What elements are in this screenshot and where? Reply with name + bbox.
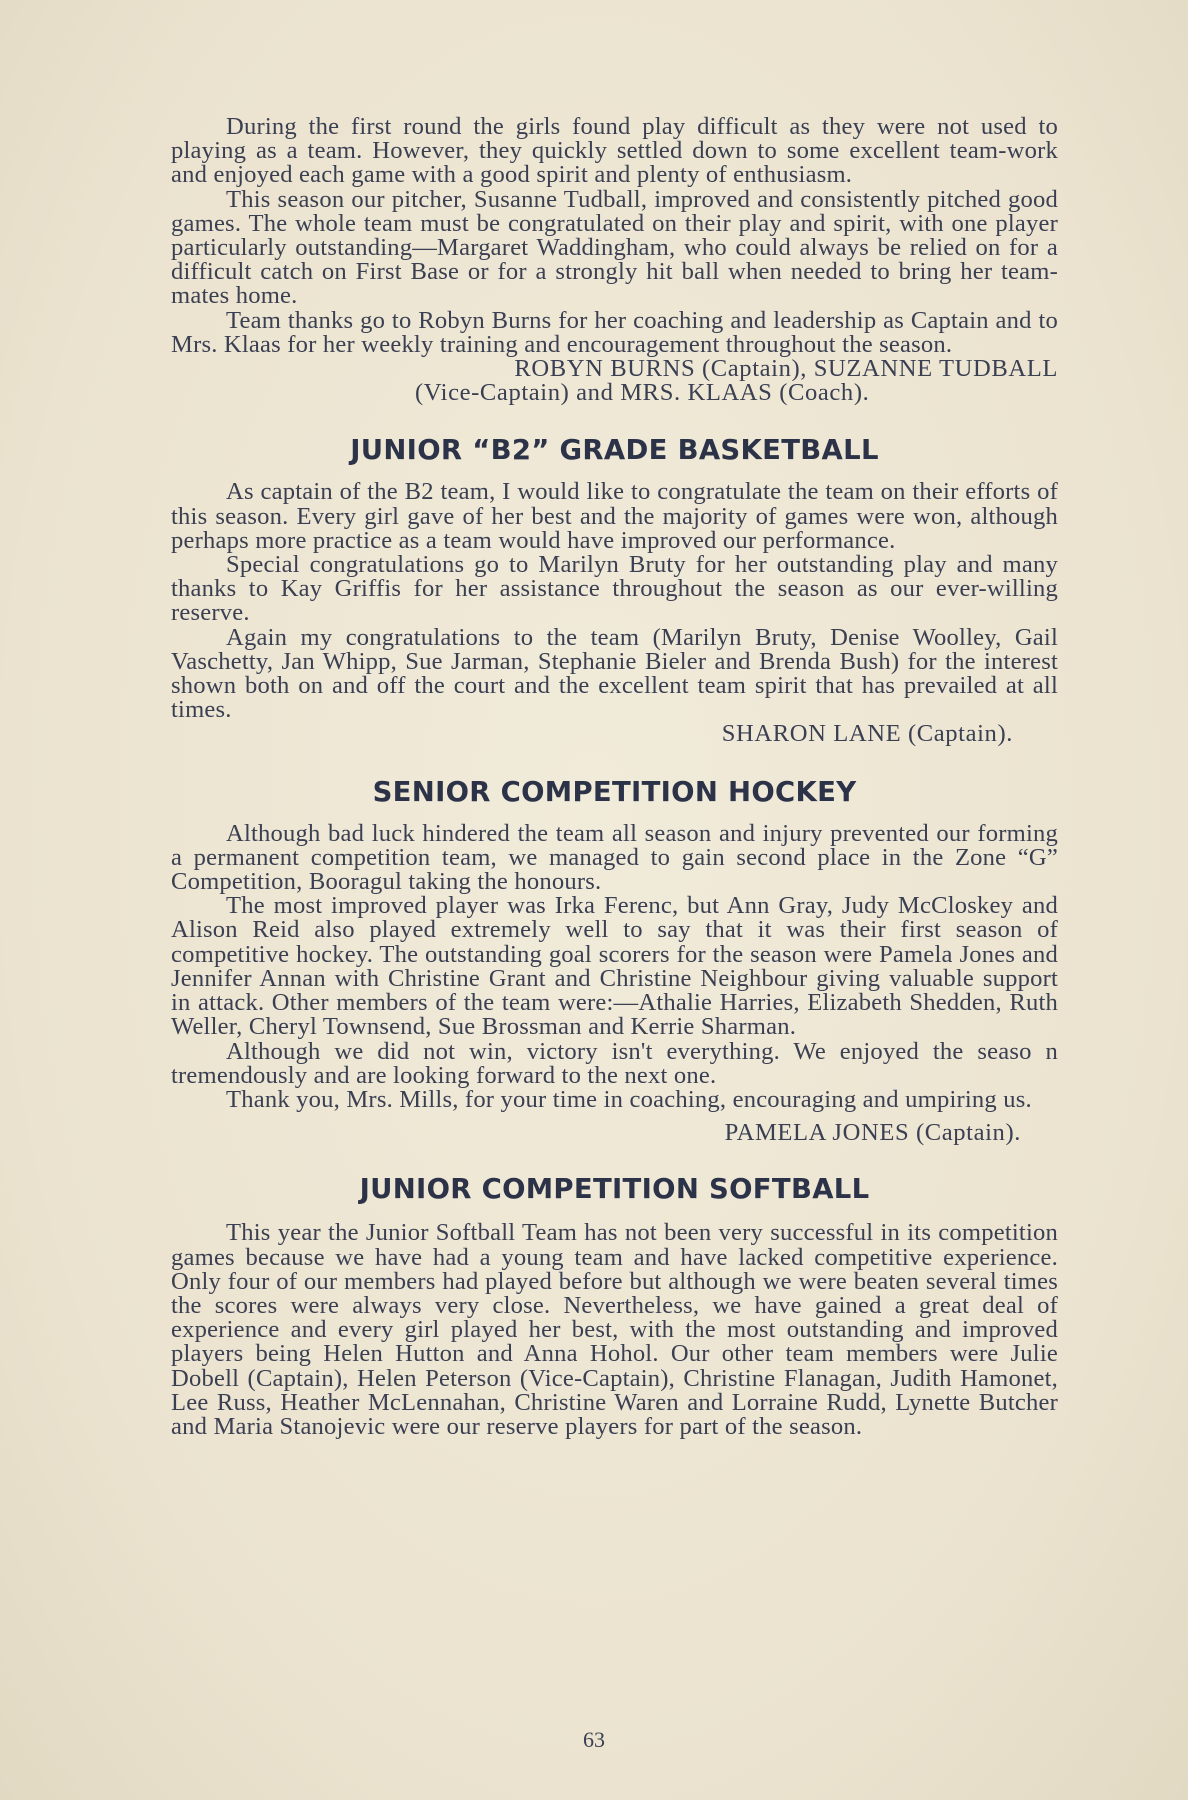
basketball-signature: SHARON LANE (Captain). — [721, 720, 1013, 748]
intro-signature — [386, 357, 1058, 405]
intro-paragraph-3: Team thanks go to Robyn Burns for her coaching and leadership as Captain and to Mrs. Klaas for her weekly training and encouragement throughout the season. — [171, 306, 1058, 358]
intro-signature-line-1: ROBYN BURNS (Captain), SUZANNE TUDBALL — [514, 355, 1058, 383]
hockey-paragraph-1: Although bad luck hindered the team all season and injury prevented our forming a permanent competition team, we managed to gain second place in the Zone “G” Competition, Booragul taking the honours. — [171, 819, 1058, 896]
hockey-paragraph-2: The most improved player was Irka Ferenc, but Ann Gray, Judy McCloskey and Alison Reid also played extremely well to say that it was their first season of competitive hockey. The outstanding goal scorers for the season were Pamela Jones and Jennifer Annan with Christine Grant and Christine Neighbour giving valuable support in attack. Other members of the team were:—Athalie Harries, Elizabeth Shedden, Ruth Weller, Cheryl Townsend, Sue Brossman and Kerrie Sharman. — [171, 892, 1058, 1041]
hockey-paragraph-3: Although we did not win, victory isn't everything. We enjoyed the seaso n tremendously and are looking forward to the next one. — [171, 1037, 1058, 1089]
basketball-section — [171, 434, 1058, 746]
hockey-section — [171, 776, 1058, 1146]
intro-section — [171, 115, 1058, 405]
intro-paragraph-2: This season our pitcher, Susanne Tudball, improved and consistently pitched good games. The whole team must be congratulated on their play and spirit, with one player particularly outstanding—Margaret Waddingham, who could always be relied on for a difficult catch on First Base or for a strongly hit ball when needed to bring her team-mates home. — [171, 185, 1058, 310]
hockey-paragraph-4: Thank you, Mrs. Mills, for your time in coaching, encouraging and umpiring us. — [226, 1085, 1032, 1113]
softball-heading: JUNIOR COMPETITION SOFTBALL — [359, 1173, 870, 1206]
text-column — [171, 115, 1058, 1439]
intro-paragraph-1: During the first round the girls found play difficult as they were not used to playing as a team. However, they quickly settled down to some excellent team-work and enjoyed each game with a good spirit and plenty of enthusiasm. — [171, 113, 1058, 189]
intro-signature-line-2: (Vice-Captain) and MRS. KLAAS (Coach). — [415, 379, 870, 407]
basketball-paragraph-2: Special congratulations go to Marilyn Bruty for her outstanding play and many thanks to Kay Griffis for her assistance throughout the season as our ever-willing reserve. — [171, 551, 1058, 627]
page-number: 63 — [583, 1727, 605, 1752]
basketball-paragraph-1: As captain of the B2 team, I would like to congratulate the team on their efforts of this season. Every girl gave of her best and the majority of games were won, although perhaps more practice as a team would have improved our performance. — [171, 478, 1058, 554]
softball-section — [171, 1173, 1058, 1439]
hockey-signature: PAMELA JONES (Captain). — [724, 1119, 1021, 1147]
hockey-heading: SENIOR COMPETITION HOCKEY — [372, 775, 857, 808]
softball-paragraph-1: This year the Junior Softball Team has not been very successful in its competition games because we have had a young team and have lacked competitive experience. Only four of our members had played before but although we were beaten several times the scores were always very close. Nevertheless, we have gained a great deal of experience and every girl played her best, with the most outstanding and improved players being Helen Hutton and Anna Hohol. Our other team members were Julie Dobell (Captain), Helen Peterson (Vice-Captain), Christine Flanagan, Judith Hamonet, Lee Russ, Heather McLennahan, Christine Waren and Lorraine Rudd, Lynette Butcher and Maria Stanojevic were our reserve players for part of the season. — [171, 1219, 1058, 1440]
basketball-heading: JUNIOR “B2” GRADE BASKETBALL — [350, 434, 879, 467]
basketball-paragraph-3: Again my congratulations to the team (Marilyn Bruty, Denise Woolley, Gail Vaschetty, Jan Whipp, Sue Jarman, Stephanie Bieler and Brenda Bush) for the interest shown both on and off the court and the excellent team spirit that has prevailed at all times. — [171, 623, 1058, 724]
